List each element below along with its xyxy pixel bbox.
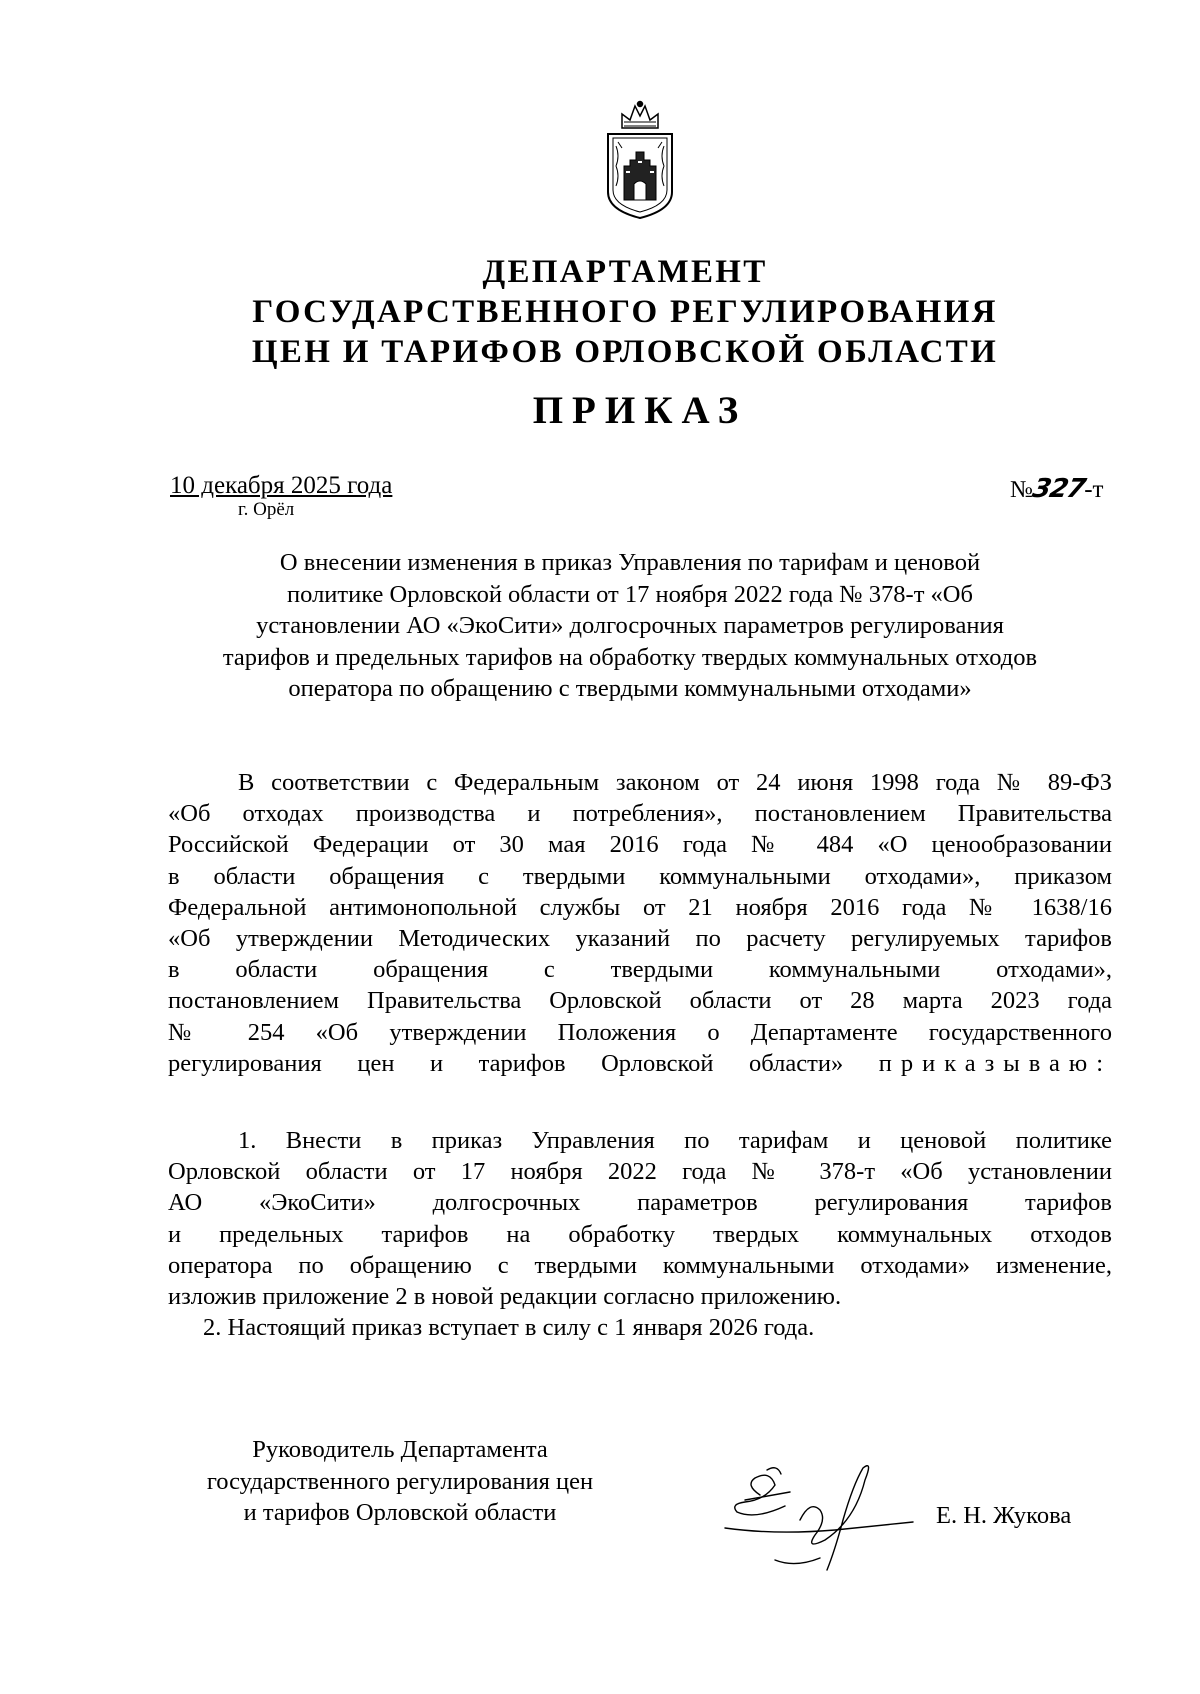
preamble-line: Российской Федерации от 30 мая 2016 года № 484 «О ценообразовании [168, 831, 1112, 859]
preamble-line: В соответствии с Федеральным законом от 24 июня 1998 года № 89-ФЗ [238, 769, 1112, 796]
signer-title-line: и тарифов Орловской области [243, 1499, 557, 1526]
preamble-line: регулирования цен и тарифов Орловской области» [168, 1049, 844, 1077]
item-1-line: АО «ЭкоСити» долгосрочных параметров регулирования тарифов [168, 1189, 1112, 1217]
item-1-line: 1. Внести в приказ Управления по тарифам и ценовой политике [238, 1127, 1112, 1154]
signer-title [140, 1434, 660, 1529]
item-2: 2. Настоящий приказ вступает в силу с 1 января 2026 года. [203, 1314, 815, 1342]
preamble-line: в области обращения с твердыми коммунальными отходами», [168, 956, 1112, 984]
subject-line: тарифов и предельных тарифов на обработку твердых коммунальных отходов [222, 643, 1038, 671]
document-number-prefix: № [1010, 477, 1033, 503]
item-1-line: Орловской области от 17 ноября 2022 года № 378-т «Об установлении [168, 1158, 1112, 1186]
signer-name: Е. Н. Жукова [936, 1502, 1072, 1529]
order-word: приказываю: [878, 1049, 1112, 1077]
document-number [1010, 474, 1103, 504]
preamble-line: «Об утверждении Методических указаний по расчету регулируемых тарифов [168, 925, 1112, 953]
coat-of-arms-icon [600, 100, 680, 220]
order-items [168, 1125, 1112, 1343]
item-1-line: изложив приложение 2 в новой редакции согласно приложению. [168, 1283, 842, 1311]
preamble-line: «Об отходах производства и потребления», постановлением Правительства [168, 800, 1112, 828]
item-1-line: и предельных тарифов на обработку твердых коммунальных отходов [168, 1220, 1112, 1248]
preamble-line: в области обращения с твердыми коммунальными отходами», приказом [168, 862, 1112, 890]
subject-line: О внесении изменения в приказ Управления по тарифам и ценовой [279, 549, 981, 576]
department-header [240, 252, 1010, 372]
document-city: г. Орёл [238, 499, 295, 520]
document-number-suffix: -т [1084, 476, 1104, 503]
preamble-line: Федеральной антимонопольной службы от 21 ноября 2016 года № 1638/16 [168, 893, 1112, 921]
document-subject [165, 547, 1095, 705]
item-1-line: оператора по обращению с твердыми коммунальными отходами» изменение, [168, 1251, 1112, 1279]
preamble-paragraph [168, 767, 1112, 1079]
document-number-value: 327 [1029, 474, 1088, 504]
signer-title-line: Руководитель Департамента [252, 1436, 548, 1463]
signer-title-line: государственного регулирования цен [206, 1467, 594, 1495]
preamble-line: № 254 «Об утверждении Положения о Департаменте государственного [168, 1018, 1112, 1046]
subject-line: политике Орловской области от 17 ноября 2022 года № 378-т «Об [287, 580, 973, 608]
document-type-title: ПРИКАЗ [532, 389, 748, 432]
subject-line: установлении АО «ЭкоСити» долгосрочных параметров регулирования [256, 612, 1004, 639]
preamble-last-line [168, 1048, 1112, 1079]
subject-line: оператора по обращению с твердыми коммунальными отходами» [288, 675, 972, 702]
document-date: 10 декабря 2025 года [170, 472, 393, 499]
department-header-line-1: ДЕПАРТАМЕНТ [482, 254, 768, 290]
handwritten-signature-icon [715, 1440, 915, 1590]
preamble-line: постановлением Правительства Орловской области от 28 марта 2023 года [168, 987, 1112, 1015]
department-header-line-3: ЦЕН И ТАРИФОВ ОРЛОВСКОЙ ОБЛАСТИ [251, 334, 999, 370]
department-header-line-2: ГОСУДАРСТВЕННОГО РЕГУЛИРОВАНИЯ [252, 294, 998, 330]
